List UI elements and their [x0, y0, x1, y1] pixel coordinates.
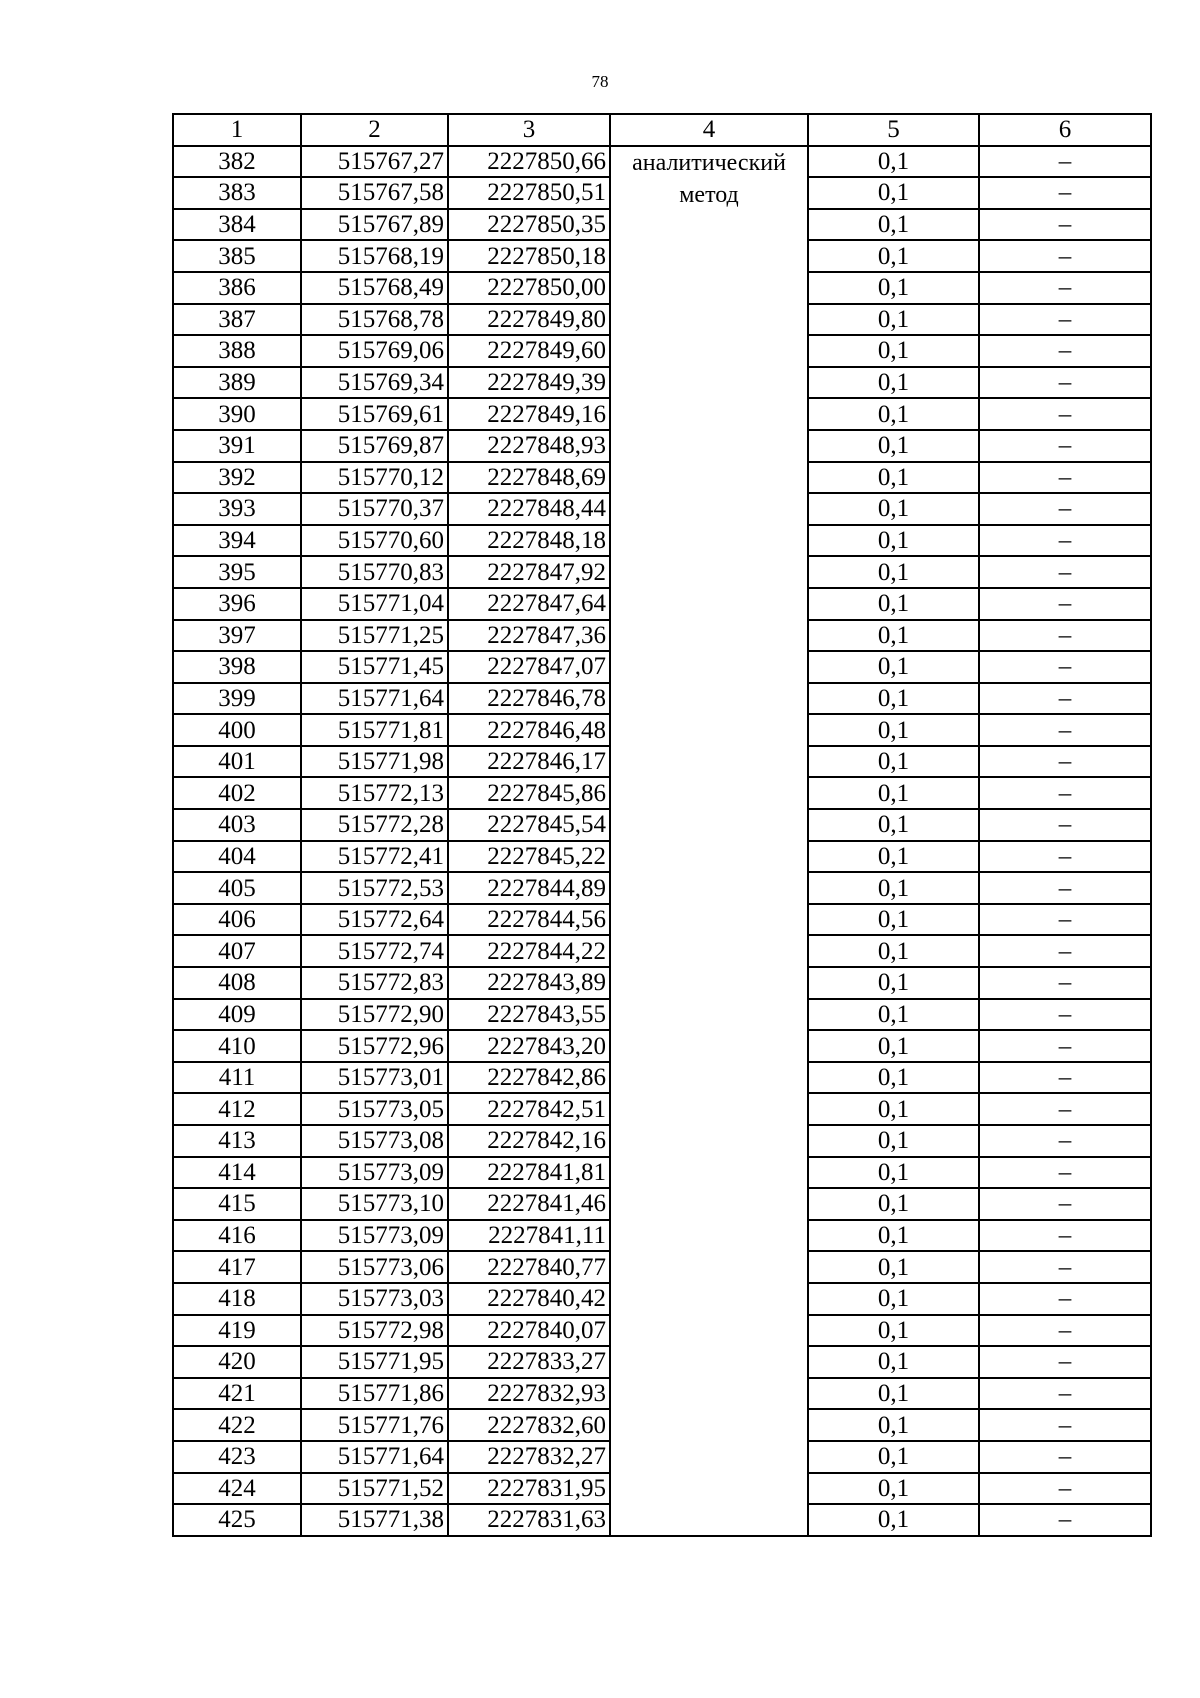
y-coordinate-cell: 2227846,17 — [448, 746, 610, 778]
x-coordinate-cell: 515772,90 — [301, 999, 448, 1031]
precision-cell: 0,1 — [808, 714, 979, 746]
x-coordinate-cell: 515768,19 — [301, 240, 448, 272]
x-coordinate-cell: 515773,10 — [301, 1188, 448, 1220]
note-cell: – — [979, 1315, 1151, 1347]
note-cell: – — [979, 841, 1151, 873]
y-coordinate-cell: 2227850,35 — [448, 209, 610, 241]
header-cell: 1 — [173, 114, 301, 146]
precision-cell: 0,1 — [808, 683, 979, 715]
y-coordinate-cell: 2227847,64 — [448, 588, 610, 620]
note-cell: – — [979, 1378, 1151, 1410]
x-coordinate-cell: 515772,53 — [301, 872, 448, 904]
precision-cell: 0,1 — [808, 367, 979, 399]
y-coordinate-cell: 2227850,51 — [448, 177, 610, 209]
precision-cell: 0,1 — [808, 1283, 979, 1315]
method-cell — [610, 146, 808, 1536]
y-coordinate-cell: 2227848,44 — [448, 493, 610, 525]
y-coordinate-cell: 2227841,11 — [448, 1220, 610, 1252]
y-coordinate-cell: 2227832,60 — [448, 1409, 610, 1441]
precision-cell: 0,1 — [808, 651, 979, 683]
y-coordinate-cell: 2227840,07 — [448, 1315, 610, 1347]
note-cell: – — [979, 335, 1151, 367]
y-coordinate-cell: 2227844,89 — [448, 872, 610, 904]
note-cell: – — [979, 1030, 1151, 1062]
note-cell: – — [979, 935, 1151, 967]
y-coordinate-cell: 2227842,86 — [448, 1062, 610, 1094]
point-number-cell: 425 — [173, 1504, 301, 1536]
x-coordinate-cell: 515769,06 — [301, 335, 448, 367]
precision-cell: 0,1 — [808, 1220, 979, 1252]
y-coordinate-cell: 2227843,55 — [448, 999, 610, 1031]
precision-cell: 0,1 — [808, 1441, 979, 1473]
note-cell: – — [979, 1504, 1151, 1536]
point-number-cell: 421 — [173, 1378, 301, 1410]
precision-cell: 0,1 — [808, 398, 979, 430]
precision-cell: 0,1 — [808, 525, 979, 557]
y-coordinate-cell: 2227831,63 — [448, 1504, 610, 1536]
y-coordinate-cell: 2227849,80 — [448, 304, 610, 336]
y-coordinate-cell: 2227845,86 — [448, 777, 610, 809]
precision-cell: 0,1 — [808, 1346, 979, 1378]
x-coordinate-cell: 515771,64 — [301, 1441, 448, 1473]
y-coordinate-cell: 2227848,18 — [448, 525, 610, 557]
x-coordinate-cell: 515770,37 — [301, 493, 448, 525]
x-coordinate-cell: 515771,04 — [301, 588, 448, 620]
point-number-cell: 383 — [173, 177, 301, 209]
x-coordinate-cell: 515772,83 — [301, 967, 448, 999]
precision-cell: 0,1 — [808, 493, 979, 525]
precision-cell: 0,1 — [808, 240, 979, 272]
precision-cell: 0,1 — [808, 841, 979, 873]
precision-cell: 0,1 — [808, 935, 979, 967]
x-coordinate-cell: 515767,89 — [301, 209, 448, 241]
point-number-cell: 423 — [173, 1441, 301, 1473]
note-cell: – — [979, 904, 1151, 936]
point-number-cell: 389 — [173, 367, 301, 399]
precision-cell: 0,1 — [808, 1378, 979, 1410]
note-cell: – — [979, 999, 1151, 1031]
y-coordinate-cell: 2227833,27 — [448, 1346, 610, 1378]
note-cell: – — [979, 1251, 1151, 1283]
x-coordinate-cell: 515771,98 — [301, 746, 448, 778]
y-coordinate-cell: 2227843,89 — [448, 967, 610, 999]
note-cell: – — [979, 1409, 1151, 1441]
point-number-cell: 409 — [173, 999, 301, 1031]
precision-cell: 0,1 — [808, 1251, 979, 1283]
note-cell: – — [979, 430, 1151, 462]
note-cell: – — [979, 1283, 1151, 1315]
coordinates-table — [172, 113, 1152, 1537]
x-coordinate-cell: 515771,76 — [301, 1409, 448, 1441]
point-number-cell: 411 — [173, 1062, 301, 1094]
note-cell: – — [979, 367, 1151, 399]
x-coordinate-cell: 515770,83 — [301, 556, 448, 588]
precision-cell: 0,1 — [808, 1188, 979, 1220]
point-number-cell: 395 — [173, 556, 301, 588]
x-coordinate-cell: 515771,52 — [301, 1473, 448, 1505]
y-coordinate-cell: 2227841,81 — [448, 1157, 610, 1189]
x-coordinate-cell: 515768,78 — [301, 304, 448, 336]
point-number-cell: 396 — [173, 588, 301, 620]
y-coordinate-cell: 2227849,39 — [448, 367, 610, 399]
note-cell: – — [979, 1062, 1151, 1094]
point-number-cell: 416 — [173, 1220, 301, 1252]
y-coordinate-cell: 2227832,27 — [448, 1441, 610, 1473]
point-number-cell: 392 — [173, 462, 301, 494]
method-line: метод — [679, 181, 739, 208]
note-cell: – — [979, 1346, 1151, 1378]
point-number-cell: 419 — [173, 1315, 301, 1347]
note-cell: – — [979, 1125, 1151, 1157]
x-coordinate-cell: 515771,95 — [301, 1346, 448, 1378]
note-cell: – — [979, 525, 1151, 557]
precision-cell: 0,1 — [808, 1157, 979, 1189]
point-number-cell: 398 — [173, 651, 301, 683]
point-number-cell: 413 — [173, 1125, 301, 1157]
precision-cell: 0,1 — [808, 620, 979, 652]
note-cell: – — [979, 146, 1151, 178]
point-number-cell: 424 — [173, 1473, 301, 1505]
x-coordinate-cell: 515771,81 — [301, 714, 448, 746]
y-coordinate-cell: 2227846,78 — [448, 683, 610, 715]
x-coordinate-cell: 515772,64 — [301, 904, 448, 936]
y-coordinate-cell: 2227848,93 — [448, 430, 610, 462]
precision-cell: 0,1 — [808, 1093, 979, 1125]
precision-cell: 0,1 — [808, 746, 979, 778]
point-number-cell: 385 — [173, 240, 301, 272]
point-number-cell: 391 — [173, 430, 301, 462]
table-body — [173, 146, 1151, 1536]
y-coordinate-cell: 2227849,60 — [448, 335, 610, 367]
point-number-cell: 417 — [173, 1251, 301, 1283]
precision-cell: 0,1 — [808, 1473, 979, 1505]
note-cell: – — [979, 588, 1151, 620]
y-coordinate-cell: 2227850,18 — [448, 240, 610, 272]
precision-cell: 0,1 — [808, 1125, 979, 1157]
note-cell: – — [979, 714, 1151, 746]
x-coordinate-cell: 515767,27 — [301, 146, 448, 178]
x-coordinate-cell: 515771,86 — [301, 1378, 448, 1410]
note-cell: – — [979, 240, 1151, 272]
note-cell: – — [979, 1220, 1151, 1252]
point-number-cell: 422 — [173, 1409, 301, 1441]
precision-cell: 0,1 — [808, 1409, 979, 1441]
note-cell: – — [979, 462, 1151, 494]
precision-cell: 0,1 — [808, 809, 979, 841]
point-number-cell: 399 — [173, 683, 301, 715]
point-number-cell: 406 — [173, 904, 301, 936]
precision-cell: 0,1 — [808, 335, 979, 367]
precision-cell: 0,1 — [808, 872, 979, 904]
header-cell: 2 — [301, 114, 448, 146]
note-cell: – — [979, 683, 1151, 715]
header-cell: 6 — [979, 114, 1151, 146]
point-number-cell: 400 — [173, 714, 301, 746]
x-coordinate-cell: 515771,25 — [301, 620, 448, 652]
note-cell: – — [979, 620, 1151, 652]
point-number-cell: 402 — [173, 777, 301, 809]
point-number-cell: 394 — [173, 525, 301, 557]
x-coordinate-cell: 515769,61 — [301, 398, 448, 430]
note-cell: – — [979, 872, 1151, 904]
page-number: 78 — [591, 72, 609, 91]
x-coordinate-cell: 515768,49 — [301, 272, 448, 304]
precision-cell: 0,1 — [808, 1030, 979, 1062]
x-coordinate-cell: 515773,05 — [301, 1093, 448, 1125]
x-coordinate-cell: 515773,09 — [301, 1157, 448, 1189]
point-number-cell: 397 — [173, 620, 301, 652]
y-coordinate-cell: 2227847,07 — [448, 651, 610, 683]
note-cell: – — [979, 1441, 1151, 1473]
note-cell: – — [979, 272, 1151, 304]
y-coordinate-cell: 2227849,16 — [448, 398, 610, 430]
note-cell: – — [979, 746, 1151, 778]
header-cell: 5 — [808, 114, 979, 146]
y-coordinate-cell: 2227844,22 — [448, 935, 610, 967]
x-coordinate-cell: 515771,45 — [301, 651, 448, 683]
x-coordinate-cell: 515767,58 — [301, 177, 448, 209]
point-number-cell: 386 — [173, 272, 301, 304]
point-number-cell: 418 — [173, 1283, 301, 1315]
point-number-cell: 401 — [173, 746, 301, 778]
x-coordinate-cell: 515772,13 — [301, 777, 448, 809]
y-coordinate-cell: 2227845,54 — [448, 809, 610, 841]
y-coordinate-cell: 2227850,66 — [448, 146, 610, 178]
point-number-cell: 415 — [173, 1188, 301, 1220]
header-cell: 4 — [610, 114, 808, 146]
table-row — [173, 146, 1151, 178]
note-cell: – — [979, 556, 1151, 588]
point-number-cell: 408 — [173, 967, 301, 999]
precision-cell: 0,1 — [808, 1315, 979, 1347]
header-cell: 3 — [448, 114, 610, 146]
y-coordinate-cell: 2227848,69 — [448, 462, 610, 494]
precision-cell: 0,1 — [808, 999, 979, 1031]
precision-cell: 0,1 — [808, 209, 979, 241]
y-coordinate-cell: 2227840,42 — [448, 1283, 610, 1315]
note-cell: – — [979, 777, 1151, 809]
x-coordinate-cell: 515772,74 — [301, 935, 448, 967]
point-number-cell: 405 — [173, 872, 301, 904]
x-coordinate-cell: 515773,06 — [301, 1251, 448, 1283]
y-coordinate-cell: 2227840,77 — [448, 1251, 610, 1283]
note-cell: – — [979, 651, 1151, 683]
x-coordinate-cell: 515773,01 — [301, 1062, 448, 1094]
point-number-cell: 404 — [173, 841, 301, 873]
y-coordinate-cell: 2227831,95 — [448, 1473, 610, 1505]
note-cell: – — [979, 304, 1151, 336]
precision-cell: 0,1 — [808, 556, 979, 588]
x-coordinate-cell: 515772,28 — [301, 809, 448, 841]
precision-cell: 0,1 — [808, 462, 979, 494]
precision-cell: 0,1 — [808, 272, 979, 304]
precision-cell: 0,1 — [808, 146, 979, 178]
note-cell: – — [979, 493, 1151, 525]
y-coordinate-cell: 2227847,36 — [448, 620, 610, 652]
note-cell: – — [979, 209, 1151, 241]
x-coordinate-cell: 515772,96 — [301, 1030, 448, 1062]
point-number-cell: 382 — [173, 146, 301, 178]
y-coordinate-cell: 2227845,22 — [448, 841, 610, 873]
point-number-cell: 403 — [173, 809, 301, 841]
y-coordinate-cell: 2227842,16 — [448, 1125, 610, 1157]
point-number-cell: 414 — [173, 1157, 301, 1189]
precision-cell: 0,1 — [808, 904, 979, 936]
y-coordinate-cell: 2227832,93 — [448, 1378, 610, 1410]
note-cell: – — [979, 1473, 1151, 1505]
table-header-row — [173, 114, 1151, 146]
x-coordinate-cell: 515772,41 — [301, 841, 448, 873]
x-coordinate-cell: 515770,12 — [301, 462, 448, 494]
x-coordinate-cell: 515773,09 — [301, 1220, 448, 1252]
point-number-cell: 384 — [173, 209, 301, 241]
point-number-cell: 420 — [173, 1346, 301, 1378]
note-cell: – — [979, 398, 1151, 430]
y-coordinate-cell: 2227846,48 — [448, 714, 610, 746]
y-coordinate-cell: 2227841,46 — [448, 1188, 610, 1220]
x-coordinate-cell: 515771,38 — [301, 1504, 448, 1536]
precision-cell: 0,1 — [808, 777, 979, 809]
precision-cell: 0,1 — [808, 1062, 979, 1094]
point-number-cell: 410 — [173, 1030, 301, 1062]
precision-cell: 0,1 — [808, 588, 979, 620]
precision-cell: 0,1 — [808, 430, 979, 462]
precision-cell: 0,1 — [808, 304, 979, 336]
x-coordinate-cell: 515769,87 — [301, 430, 448, 462]
precision-cell: 0,1 — [808, 177, 979, 209]
method-line: аналитический — [632, 149, 786, 176]
y-coordinate-cell: 2227842,51 — [448, 1093, 610, 1125]
note-cell: – — [979, 1157, 1151, 1189]
y-coordinate-cell: 2227850,00 — [448, 272, 610, 304]
y-coordinate-cell: 2227847,92 — [448, 556, 610, 588]
x-coordinate-cell: 515773,03 — [301, 1283, 448, 1315]
note-cell: – — [979, 967, 1151, 999]
note-cell: – — [979, 1188, 1151, 1220]
y-coordinate-cell: 2227843,20 — [448, 1030, 610, 1062]
note-cell: – — [979, 809, 1151, 841]
point-number-cell: 387 — [173, 304, 301, 336]
precision-cell: 0,1 — [808, 1504, 979, 1536]
x-coordinate-cell: 515772,98 — [301, 1315, 448, 1347]
note-cell: – — [979, 177, 1151, 209]
x-coordinate-cell: 515773,08 — [301, 1125, 448, 1157]
point-number-cell: 388 — [173, 335, 301, 367]
note-cell: – — [979, 1093, 1151, 1125]
point-number-cell: 393 — [173, 493, 301, 525]
x-coordinate-cell: 515770,60 — [301, 525, 448, 557]
y-coordinate-cell: 2227844,56 — [448, 904, 610, 936]
point-number-cell: 390 — [173, 398, 301, 430]
point-number-cell: 412 — [173, 1093, 301, 1125]
point-number-cell: 407 — [173, 935, 301, 967]
x-coordinate-cell: 515771,64 — [301, 683, 448, 715]
precision-cell: 0,1 — [808, 967, 979, 999]
x-coordinate-cell: 515769,34 — [301, 367, 448, 399]
